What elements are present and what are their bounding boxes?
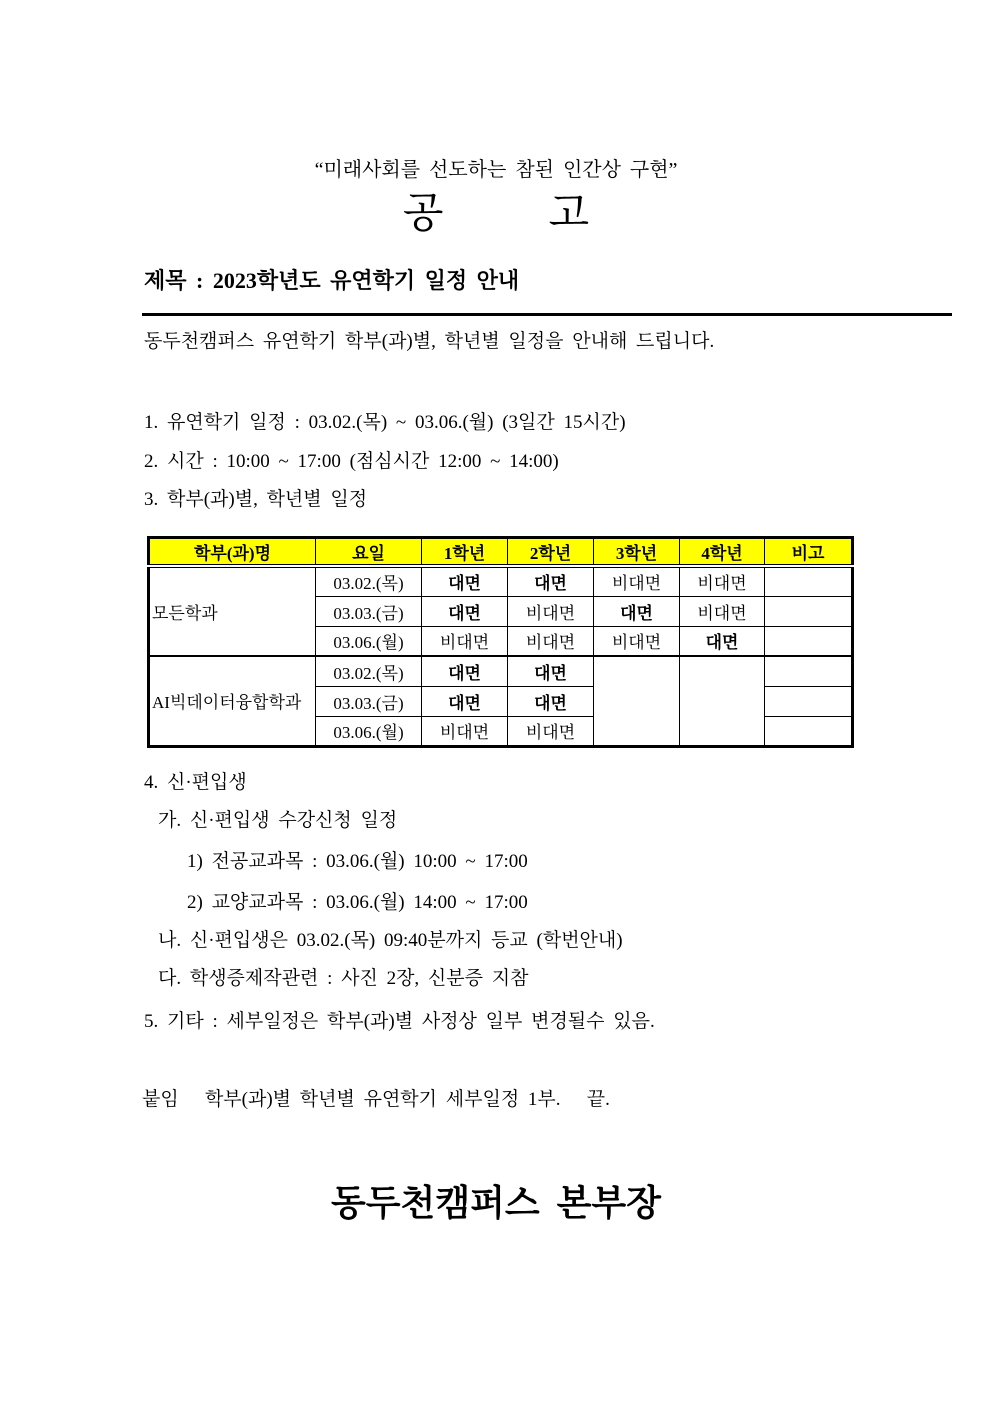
remark-cell [765, 656, 853, 686]
intro-text: 동두천캠퍼스 유연학기 학부(과)별, 학년별 일정을 안내해 드립니다. [144, 331, 715, 352]
remark-cell [765, 686, 853, 716]
remark-cell [765, 566, 853, 596]
day-cell: 03.03.(금) [316, 686, 422, 716]
remark-cell [765, 716, 853, 746]
section4-na: 나. 신·편입생은 03.02.(목) 09:40분까지 등교 (학번안내) [158, 930, 623, 951]
list-item-time: 2. 시간 : 10:00 ~ 17:00 (점심시간 12:00 ~ 14:00) [144, 451, 559, 472]
divider-rule [142, 313, 952, 316]
col-header-year4: 4학년 [680, 538, 765, 567]
mode-cell: 비대면 [594, 566, 680, 596]
mode-cell: 대면 [680, 626, 765, 656]
table-row [149, 656, 853, 686]
day-cell: 03.06.(월) [316, 626, 422, 656]
mode-cell: 비대면 [594, 626, 680, 656]
col-header-remark: 비고 [765, 538, 853, 567]
list-item-by-dept: 3. 학부(과)별, 학년별 일정 [144, 489, 368, 510]
mode-cell: 대면 [508, 566, 594, 596]
notice-title: 공 고 [402, 191, 590, 237]
mode-cell: 비대면 [508, 626, 594, 656]
mode-cell: 대면 [422, 656, 508, 686]
subject-line: 제목 : 2023학년도 유연학기 일정 안내 [144, 268, 520, 293]
section4-ga: 가. 신·편입생 수강신청 일정 [158, 810, 398, 831]
schedule-table [147, 536, 854, 748]
mode-cell: 대면 [422, 686, 508, 716]
remark-cell [765, 626, 853, 656]
mode-cell: 비대면 [422, 626, 508, 656]
mode-cell: 대면 [508, 686, 594, 716]
mode-cell: 대면 [594, 596, 680, 626]
list-item-schedule: 1. 유연학기 일정 : 03.02.(목) ~ 03.06.(월) (3일간 15시간) [144, 412, 626, 433]
col-header-day: 요일 [316, 538, 422, 567]
section4-da: 다. 학생증제작관련 : 사진 2장, 신분증 지참 [158, 968, 529, 989]
mode-cell: 대면 [508, 656, 594, 686]
mode-cell-merged-empty [594, 656, 680, 746]
day-cell: 03.02.(목) [316, 656, 422, 686]
section4-ga-2: 2) 교양교과목 : 03.06.(월) 14:00 ~ 17:00 [187, 892, 528, 913]
mode-cell: 비대면 [680, 596, 765, 626]
mode-cell: 대면 [422, 566, 508, 596]
section5-etc: 5. 기타 : 세부일정은 학부(과)별 사정상 일부 변경될수 있음. [144, 1011, 655, 1032]
table-header-row [149, 538, 853, 567]
table-row [149, 566, 853, 596]
slogan-text: “미래사회를 선도하는 참된 인간상 구현” [314, 159, 678, 181]
mode-cell: 비대면 [422, 716, 508, 746]
col-header-dept: 학부(과)명 [149, 538, 316, 567]
signature-line: 동두천캠퍼스 본부장 [331, 1183, 661, 1223]
dept-name-cell: 모든학과 [149, 566, 316, 656]
mode-cell: 비대면 [680, 566, 765, 596]
day-cell: 03.03.(금) [316, 596, 422, 626]
remark-cell [765, 596, 853, 626]
mode-cell: 비대면 [508, 596, 594, 626]
mode-cell: 비대면 [508, 716, 594, 746]
col-header-year1: 1학년 [422, 538, 508, 567]
day-cell: 03.06.(월) [316, 716, 422, 746]
mode-cell: 대면 [422, 596, 508, 626]
col-header-year2: 2학년 [508, 538, 594, 567]
section4-title: 4. 신·편입생 [144, 772, 247, 793]
attachment-line: 붙임 학부(과)별 학년별 유연학기 세부일정 1부. 끝. [142, 1089, 610, 1110]
dept-name-cell: AI빅데이터융합학과 [149, 656, 316, 746]
day-cell: 03.02.(목) [316, 566, 422, 596]
col-header-year3: 3학년 [594, 538, 680, 567]
mode-cell-merged-empty [680, 656, 765, 746]
section4-ga-1: 1) 전공교과목 : 03.06.(월) 10:00 ~ 17:00 [187, 851, 528, 872]
